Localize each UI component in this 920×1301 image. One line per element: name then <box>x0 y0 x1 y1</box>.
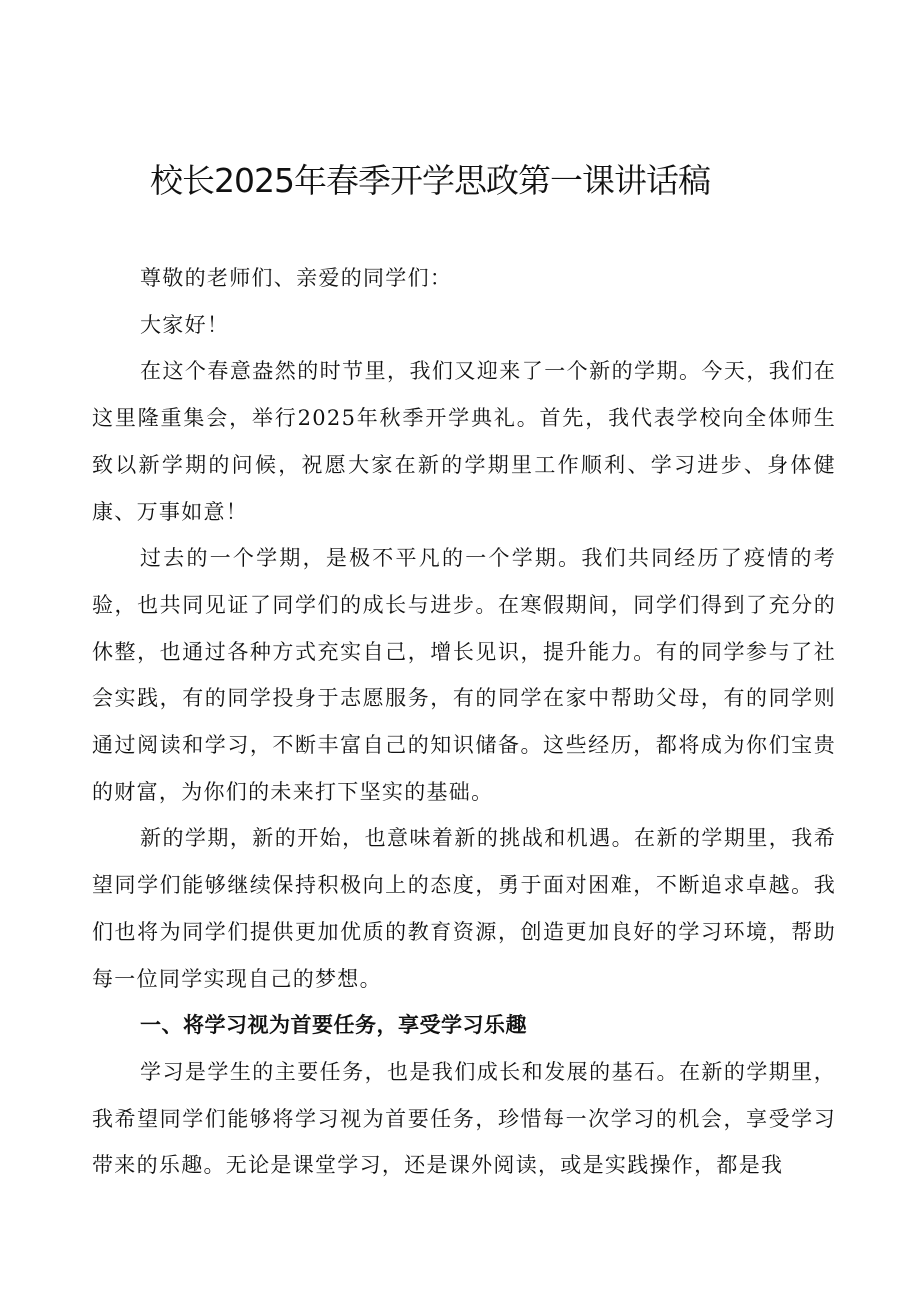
section-paragraph-1: 学习是学生的主要任务，也是我们成长和发展的基石。在新的学期里，我希望同学们能够将学习视为首要任务，珍惜每一次学习的机会，享受学习带来的乐趣。无论是课堂学习，还是课外阅读，或是实践操作，都是我 <box>92 1059 836 1178</box>
document-title: 校长2025年春季开学思政第一课讲话稿 <box>150 161 710 200</box>
paragraph-new-semester: 新的学期，新的开始，也意味着新的挑战和机遇。在新的学期里，我希望同学们能够继续保持积极向上的态度，勇于面对困难，不断追求卓越。我们也将为同学们提供更加优质的教育资源，创造更加良好的学习环境，帮助每一位同学实现自己的梦想。 <box>92 826 836 991</box>
paragraph-past-semester: 过去的一个学期，是极不平凡的一个学期。我们共同经历了疫情的考验，也共同见证了同学们的成长与进步。在寒假期间，同学们得到了充分的休整，也通过各种方式充实自己，增长见识，提升能力。有的同学参与了社会实践，有的同学投身于志愿服务，有的同学在家中帮助父母，有的同学则通过阅读和学习，不断丰富自己的知识储备。这些经历，都将成为你们宝贵的财富，为你们的未来打下坚实的基础。 <box>92 546 836 804</box>
greeting: 大家好！ <box>140 312 230 337</box>
salutation: 尊敬的老师们、亲爱的同学们： <box>140 266 453 290</box>
paragraph-opening: 在这个春意盎然的时节里，我们又迎来了一个新的学期。今天，我们在这里隆重集会，举行2025年秋季开学典礼。首先，我代表学校向全体师生致以新学期的问候，祝愿大家在新的学期里工作顺利、学习进步、身体健康、万事如意！ <box>92 359 836 524</box>
document-body <box>92 255 836 1189</box>
section-heading-1: 一、将学习视为首要任务，享受学习乐趣 <box>140 1013 527 1038</box>
